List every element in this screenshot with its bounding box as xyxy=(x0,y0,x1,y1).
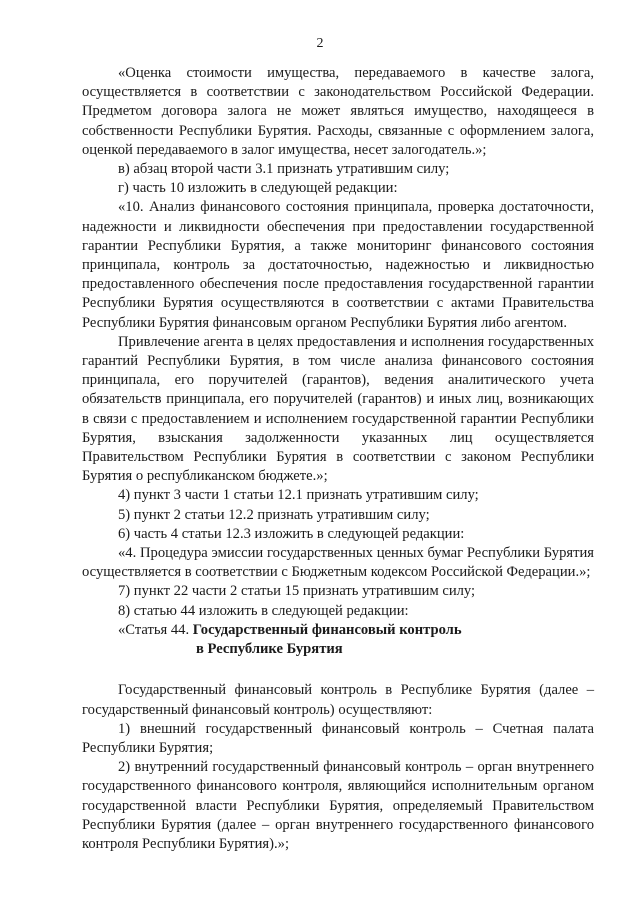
paragraph-item-4: 4) пункт 3 части 1 статьи 12.1 признать утратившим силу; xyxy=(118,487,479,504)
paragraph-item-g: г) часть 10 изложить в следующей редакции: xyxy=(118,180,398,197)
paragraph-pledge-valuation: «Оценка стоимости имущества, передаваемого в качестве залога, осуществляется в соответствии с законодательством Российской Федерации. Предметом договора залога не может являться имущество, находящееся в собственности Республики Бурятия. Расходы, связанные с оформлением залога, оценкой передаваемого в залог имущества, несет залогодатель.»; xyxy=(82,65,594,158)
paragraph-item-v: в) абзац второй части 3.1 признать утратившим силу; xyxy=(118,161,450,178)
paragraph-emission: «4. Процедура эмиссии государственных ценных бумаг Республики Бурятия осуществляется в соответствии с Бюджетным кодексом Российской Федерации.»; xyxy=(82,545,594,581)
page-number: 2 xyxy=(316,36,324,51)
paragraph-agent: Привлечение агента в целях предоставления и исполнения государственных гарантий Республики Бурятия, в том числе анализа финансового состояния принципала, его поручителей (гарантов), ведения аналитического учета обязательств принципала, его поручителей (гарантов) и иных лиц, возникающих в связи с предоставлением и исполнением государственной гарантии Республики Бурятия, взыскания задолженности указанных лиц осуществляется Правительством Республики Бурятия в соответствии с законом Республики Бурятия о республиканском бюджете.»; xyxy=(82,333,594,485)
paragraph-item-8: 8) статью 44 изложить в следующей редакции: xyxy=(118,602,409,619)
paragraph-item-5: 5) пункт 2 статьи 12.2 признать утратившим силу; xyxy=(118,506,430,523)
paragraph-item-7: 7) пункт 22 части 2 статьи 15 признать утратившим силу; xyxy=(118,583,476,600)
paragraph-part-10: «10. Анализ финансового состояния принципала, проверка достаточности, надежности и ликвидности обеспечения при предоставлении государственной гарантии Республики Бурятия, а также мониторинг финансового состояния принципала, контроль за достаточностью, надежностью и ликвидностью предоставленного обеспечения после предоставления государственной гарантии Республики Бурятия осуществляются в соответствии с актами Правительства Республики Бурятия финансовым органом Республики Бурятия либо агентом. xyxy=(82,199,594,331)
document-body xyxy=(82,64,594,854)
article-heading xyxy=(82,621,594,659)
paragraph-item-6: 6) часть 4 статьи 12.3 изложить в следующей редакции: xyxy=(118,525,465,542)
article-paragraph-external-control: 1) внешний государственный финансовый контроль – Счетная палата Республики Бурятия; xyxy=(82,720,594,756)
article-paragraph-internal-control: 2) внутренний государственный финансовый контроль – орган внутреннего государственного финансового контроля, являющийся исполнительным органом государственной власти Республики Бурятия, определяемый Правительством Республики Бурятия (далее – орган внутреннего государственного финансового контроля Республики Бурятия).»; xyxy=(82,759,594,852)
article-heading-prefix: «Статья 44. xyxy=(118,621,190,638)
article-heading-title-line2: в Республике Бурятия xyxy=(196,641,343,658)
article-paragraph-intro: Государственный финансовый контроль в Республике Бурятия (далее – государственный финансовый контроль) осуществляют: xyxy=(82,682,594,718)
article-heading-title-line1: Государственный финансовый контроль xyxy=(192,621,462,638)
